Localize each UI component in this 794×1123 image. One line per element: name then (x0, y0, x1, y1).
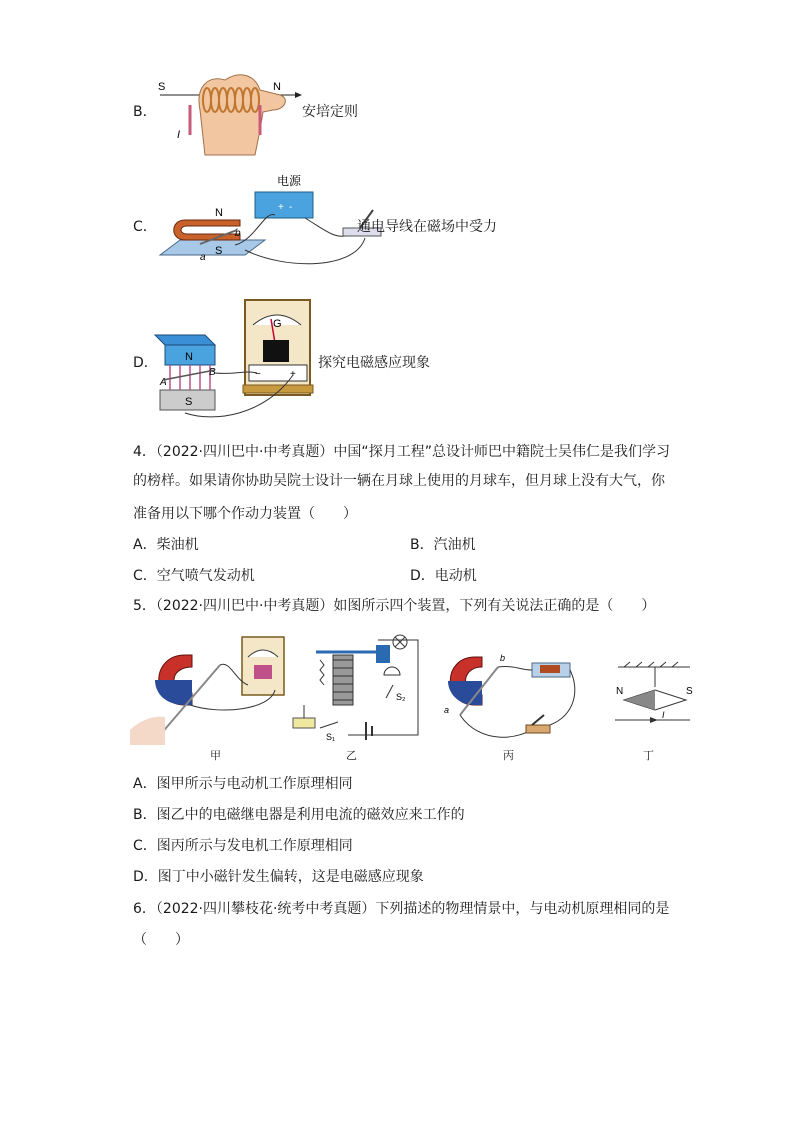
q6-stem-line2: （ ） (133, 932, 189, 948)
q5-figure-jia (130, 635, 290, 745)
q5-option-a: A．图甲所示与电动机工作原理相同 (133, 776, 353, 792)
q4-stem-line3: 准备用以下哪个作动力装置（ ） (133, 506, 357, 522)
svg-text:-: - (289, 202, 293, 213)
q4-stem-line1: 4．（2022·四川巴中·中考真题）中国“探月工程”总设计师巴中籍院士吴伟仁是我们学习 (133, 444, 670, 460)
q4-option-b: B．汽油机 (410, 537, 476, 553)
q5-label-ding: 丁 (643, 749, 654, 762)
q5-figure-yi (288, 630, 423, 745)
needle-n-label: N (616, 686, 624, 697)
option-d-caption: 探究电磁感应现象 (318, 355, 430, 371)
q5-stem: 5．（2022·四川巴中·中考真题）如图所示四个装置，下列有关说法正确的是（ ） (133, 598, 656, 614)
magnet-n-label: N (215, 207, 223, 219)
power-supply-label: 电源 (277, 174, 302, 188)
q5-label-bing: 丙 (503, 749, 514, 762)
svg-text:a: a (200, 252, 206, 263)
q5-option-b: B．图乙中的电磁继电器是利用电流的磁效应来工作的 (133, 807, 465, 823)
right-hand-rule-figure (155, 70, 305, 160)
option-d-letter: D． (133, 355, 158, 371)
svg-text:a: a (444, 705, 450, 715)
q4-option-a: A．柴油机 (133, 537, 199, 553)
svg-text:I: I (662, 710, 665, 720)
svg-text:b: b (500, 653, 506, 663)
q4-option-d: D．电动机 (410, 568, 477, 584)
svg-text:−: − (255, 369, 261, 380)
option-c-caption: 通电导线在磁场中受力 (357, 219, 497, 235)
q5-label-jia: 甲 (210, 749, 221, 762)
galvanometer-g-label: G (273, 318, 282, 330)
q6-stem-line1: 6．（2022·四川攀枝花·统考中考真题）下列描述的物理情景中，与电动机原理相同的是 (133, 901, 670, 917)
option-b-caption: 安培定则 (302, 104, 358, 120)
q4-stem-line2: 的榜样。如果请你协助吴院士设计一辆在月球上使用的月球车，但月球上没有大气，你 (133, 473, 665, 489)
magnet-s-label: S (185, 396, 193, 408)
coil-n-label: N (273, 81, 281, 93)
svg-text:+: + (290, 369, 296, 380)
q5-figure-ding (610, 662, 700, 732)
induction-figure (145, 295, 315, 425)
q4-option-c: C．空气喷气发动机 (133, 568, 255, 584)
switch-s2-label: S₂ (396, 692, 406, 702)
option-b-letter: B． (133, 104, 157, 120)
svg-text:A: A (160, 377, 167, 388)
q5-option-d: D．图丁中小磁针发生偏转，这是电磁感应现象 (133, 869, 424, 885)
coil-s-label: S (158, 81, 166, 93)
q5-figure-bing (440, 645, 580, 745)
magnet-n-label: N (185, 351, 193, 363)
needle-s-label: S (686, 686, 693, 697)
svg-text:B: B (209, 367, 216, 378)
svg-text:+: + (278, 202, 284, 213)
current-i-label: I (177, 129, 181, 141)
switch-s1-label: S₁ (326, 732, 336, 742)
q5-option-c: C．图丙所示与发电机工作原理相同 (133, 838, 353, 854)
option-c-letter: C． (133, 219, 157, 235)
q5-label-yi: 乙 (346, 749, 357, 762)
magnet-s-label: S (215, 245, 223, 257)
svg-text:b: b (235, 228, 241, 239)
